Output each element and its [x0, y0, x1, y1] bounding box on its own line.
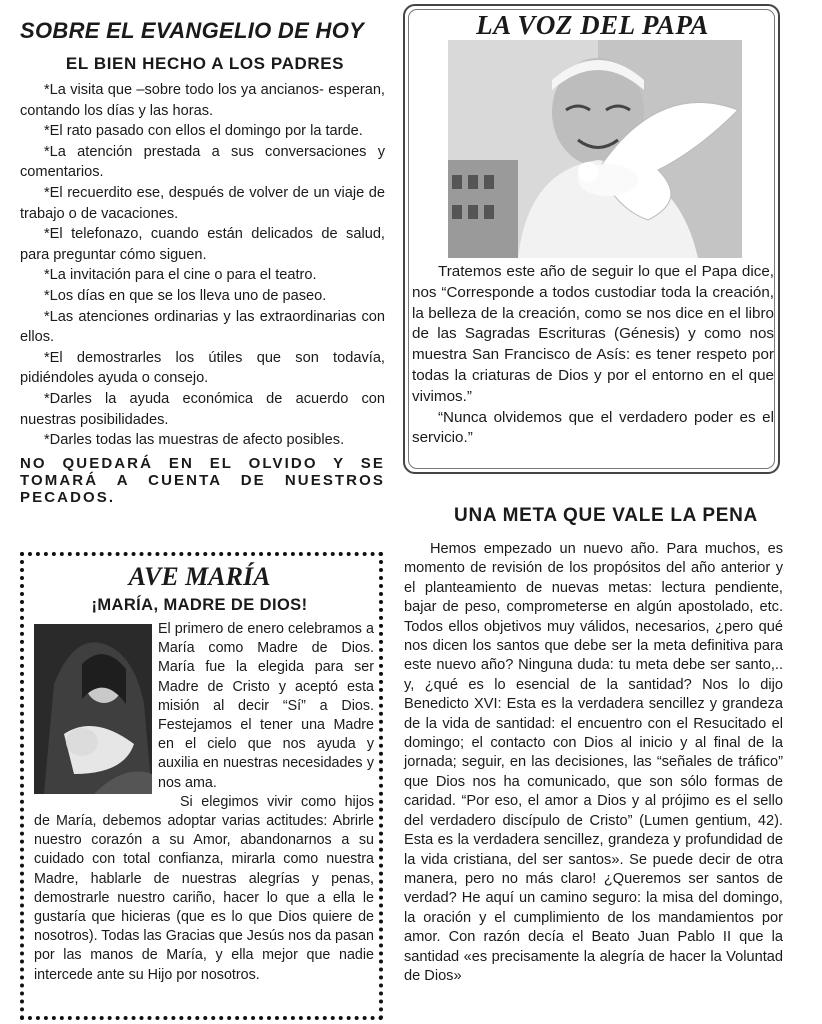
papa-title: LA VOZ DEL PAPA [476, 10, 709, 40]
evangelio-item: *El telefonazo, cuando están delicados de salud, para preguntar cómo siguen. [20, 226, 385, 263]
ave-text [34, 620, 374, 985]
evangelio-list [20, 80, 385, 506]
ave-paragraph: El primero de enero celebramos a María como Madre de Dios. María fue la elegida para ser Madre de Cristo y aceptó esta misión al decir “Sí” a Dios. Festejamos el tener una Madre en el cielo que nos ayuda y auxilia en nuestras necesidades y nos ama. [158, 621, 374, 791]
virgin-child-image [34, 624, 152, 794]
evangelio-item: *El rato pasado con ellos el domingo por la tarde. [44, 123, 363, 140]
evangelio-item: *Las atenciones ordinarias y las extraordinarias con ellos. [20, 308, 385, 346]
meta-title: UNA META QUE VALE LA PENA [454, 505, 758, 526]
pope-dove-photo [448, 40, 742, 258]
ave-subtitle: ¡MARÍA, MADRE DE DIOS! [91, 596, 308, 614]
evangelio-item: *La visita que –sobre todo los ya ancianos- esperan, contando los días y las horas. [20, 82, 385, 119]
papa-paragraph: Tratemos este año de seguir lo que el Papa dice, nos “Corresponde a todos custodiar toda la creación, la belleza de la creación, como se nos dice en el libro de las Sagradas Escrituras (Génesis) y como nos muestra San Francisco de Asís: es tener respeto por todas la criaturas de Dios y por el entorno en el que vivimos.” [412, 263, 774, 405]
evangelio-item: *El demostrarles los útiles que son todavía, pidiéndoles ayuda o consejo. [20, 349, 385, 387]
papa-text [412, 262, 774, 449]
evangelio-item: *Los días en que se los lleva uno de paseo. [44, 287, 327, 304]
evangelio-item: *El recuerdito ese, después de volver de un viaje de trabajo o de vacaciones. [20, 184, 385, 222]
meta-text: Hemos empezado un nuevo año. Para muchos, es momento de revisión de los propósitos del año anterior y el planteamiento de nuevas metas: lectura pendiente, bajar de peso, comprometerse en algún apostolado, etc. Todos ellos objetivos muy válidos, necesarios, ¿pero qué nos dicen los santos que debe ser la meta definitiva para este nuevo año? Ninguna duda: tu meta debe ser santo,.. y, ¿qué es lo esencial de la santidad? Nos lo dijo Benedicto XVI: Esta es la verdadera sencillez y grandeza de la vida de santidad: el encuentro con el Resucitado el domingo; el contacto con Dios al inicio y al final de la jornada; seguir, en las decisiones, las “señales de tráfico” que Dios nos ha comunicado, que son sólo formas de caridad. “Por eso, el amor a Dios y al prójimo es el sello del verdadero discípulo de Cristo” (Lumen gentium, 42). Esta es la verdadera sencillez, grandeza y profundidad de la vida cristiana, del ser santos». Se puede decir de otra manera, pero no más claro! ¿Queremos ser santos de verdad? He aquí un camino seguro: la misa del domingo, la oración y el cumplimiento de los mandamientos por amor. Con razón decía el Beato Juan Pablo II que la santidad «es precisamente la alegría de hacer la Voluntad de Dios» [404, 541, 783, 984]
evangelio-closing: NO QUEDARÁ EN EL OLVIDO Y SE TOMARÁ A CUENTA DE NUESTROS PECADOS. [20, 454, 385, 506]
papa-paragraph: “Nunca olvidemos que el verdadero poder es el servicio.” [412, 408, 774, 447]
ave-paragraph: Si elegimos vivir como hijos de María, debemos adoptar varias actitudes: Abrirle nuestro corazón a su Amor, abandonarnos a su cuidado con total confianza, mirarla como nuestra Madre, hablarle de nuestras alegrías y penas, demostrarle nuestro cariño, hacer lo que a ella le gustaría que hicieras (que es lo que Dios quiere de nosotros). Todas las Gracias que Jesús nos da pasan por las manos de María, y ella mejor que nadie intercede ante su Hijo por nosotros. [34, 793, 374, 983]
evangelio-item: *Darles todas las muestras de afecto posibles. [44, 432, 345, 449]
evangelio-item: *La invitación para el cine o para el teatro. [44, 267, 317, 284]
evangelio-title: SOBRE EL EVANGELIO DE HOY [20, 18, 365, 43]
evangelio-item: *La atención prestada a sus conversaciones y comentarios. [20, 143, 385, 181]
evangelio-subtitle: EL BIEN HECHO A LOS PADRES [65, 54, 345, 73]
ave-title: AVE MARÍA [128, 562, 271, 591]
evangelio-item: *Darles la ayuda económica de acuerdo con nuestras posibilidades. [20, 390, 385, 428]
